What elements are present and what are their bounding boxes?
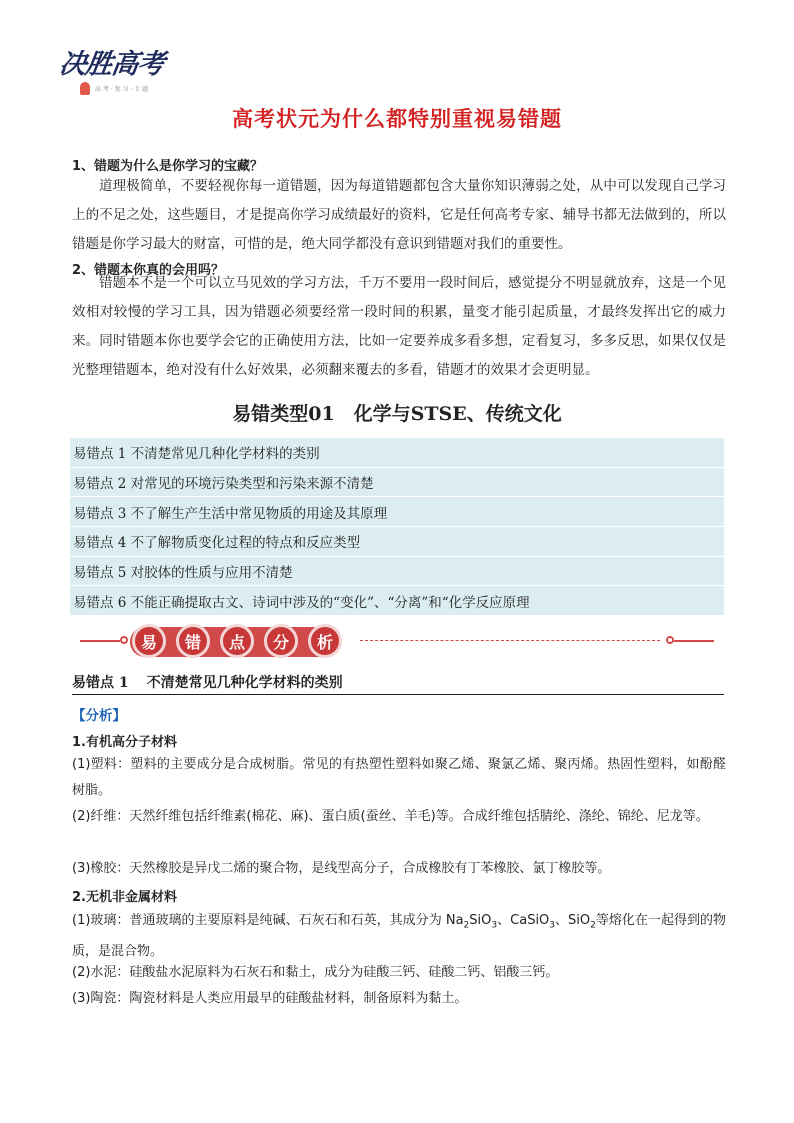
- glass-text-part: SiO: [469, 913, 492, 928]
- person-icon: [80, 82, 90, 95]
- banner-line-right: [674, 640, 714, 642]
- banner-line-left: [80, 640, 120, 642]
- logo-mascot: [80, 82, 148, 95]
- glass-text-part: 、CaSiO: [497, 913, 550, 928]
- glass-text-part: 等熔化在一起得到的物质，是混合物。: [72, 913, 726, 959]
- question-1-heading: 1、错题为什么是你学习的宝藏？: [72, 159, 264, 174]
- error-point-row: 易错点 4 不了解物质变化过程的特点和反应类型: [70, 527, 724, 557]
- analysis-label: 【分析】: [72, 708, 126, 724]
- section-title: 易错类型01 化学与STSE、传统文化: [232, 403, 562, 425]
- subscript: 2: [463, 920, 470, 931]
- banner-char: 点: [220, 624, 254, 658]
- glass-text: [72, 908, 726, 965]
- inorganic-heading: 2.无机非金属材料: [72, 890, 177, 905]
- page-title: 高考状元为什么都特别重视易错题: [232, 107, 562, 131]
- organic-heading: 1.有机高分子材料: [72, 735, 177, 750]
- glass-text-part: 、SiO: [555, 913, 591, 928]
- banner-char: 分: [264, 624, 298, 658]
- logo-text: 决胜高考: [57, 49, 166, 80]
- banner-chars: [132, 624, 342, 658]
- analysis-banner: [70, 622, 724, 660]
- banner-dashed-line: [360, 640, 660, 642]
- banner-dot-left: [120, 636, 128, 644]
- error-point-text: 不清楚常见几种化学材料的类别: [146, 675, 343, 691]
- question-2-body: 错题本不是一个可以立马见效的学习方法，千万不要用一段时间后，感觉提分不明显就放弃，这是一个见效相对较慢的学习工具，因为错题必须要经常一段时间的积累，量变才能引起质量，才最终发挥出它的威力来。同时错题本你也要学会它的正确使用方法，比如一定要养成多看多想，定看复习，多多反思，如果仅仅是光整理错题本，绝对没有什么好效果，必须翻来覆去的多看，错题才的效果才会更明显。: [72, 275, 726, 378]
- error-point-row: 易错点 2 对常见的环境污染类型和污染来源不清楚: [70, 468, 724, 498]
- banner-char: 错: [176, 624, 210, 658]
- banner-dot-right: [666, 636, 674, 644]
- error-point-row: 易错点 3 不了解生产生活中常见物质的用途及其原理: [70, 497, 724, 527]
- fiber-text: (2)纤维：天然纤维包括纤维素(棉花、麻)、蛋白质(蚕丝、羊毛)等。合成纤维包括腈纶、涤纶、锦纶、尼龙等。: [72, 809, 709, 824]
- error-point-row: 易错点 1 不清楚常见几种化学材料的类别: [70, 438, 724, 468]
- question-1-body: 道理极简单，不要轻视你每一道错题，因为每道错题都包含大量你知识薄弱之处，从中可以发现自己学习上的不足之处，这些题目，才是提高你学习成绩最好的资料，它是任何高考专家、辅导书都无法做到的，所以错题是你学习最大的财富，可惜的是，绝大同学都没有意识到错题对我们的重要性。: [72, 178, 726, 252]
- glass-text-part: (1)玻璃：普通玻璃的主要原料是纯碱、石灰石和石英，其成分为 Na: [72, 913, 464, 928]
- error-point-row: 易错点 6 不能正确提取古文、诗词中涉及的“变化”、“分离”和“化学反应原理: [70, 586, 724, 616]
- plastic-text: (1)塑料：塑料的主要成分是合成树脂。常见的有热塑性塑料如聚乙烯、聚氯乙烯、聚丙烯。热固性塑料，如酚醛树脂。: [72, 757, 726, 798]
- error-point-row: 易错点 5 对胶体的性质与应用不清楚: [70, 557, 724, 587]
- rubber-text: (3)橡胶：天然橡胶是异戊二烯的聚合物，是线型高分子，合成橡胶有丁苯橡胶、氯丁橡胶等。: [72, 861, 611, 876]
- error-point-heading: [72, 672, 724, 695]
- brand-logo: [57, 42, 172, 104]
- banner-char: 易: [132, 624, 166, 658]
- subscript: 3: [491, 920, 498, 931]
- banner-char: 析: [308, 624, 342, 658]
- error-point-label: 易错点 1: [72, 675, 129, 691]
- ceramic-text: (3)陶瓷：陶瓷材料是人类应用最早的硅酸盐材料，制备原料为黏土。: [72, 991, 468, 1006]
- error-points-table: [70, 438, 724, 616]
- subscript: 3: [549, 920, 556, 931]
- cement-text: (2)水泥：硅酸盐水泥原料为石灰石和黏土，成分为硅酸三钙、硅酸二钙、铝酸三钙。: [72, 965, 559, 980]
- logo-tagline: 高 考 · 复 习 · 专 题: [95, 86, 149, 93]
- question-2-heading: 2、错题本你真的会用吗？: [72, 263, 225, 278]
- subscript: 2: [590, 920, 596, 931]
